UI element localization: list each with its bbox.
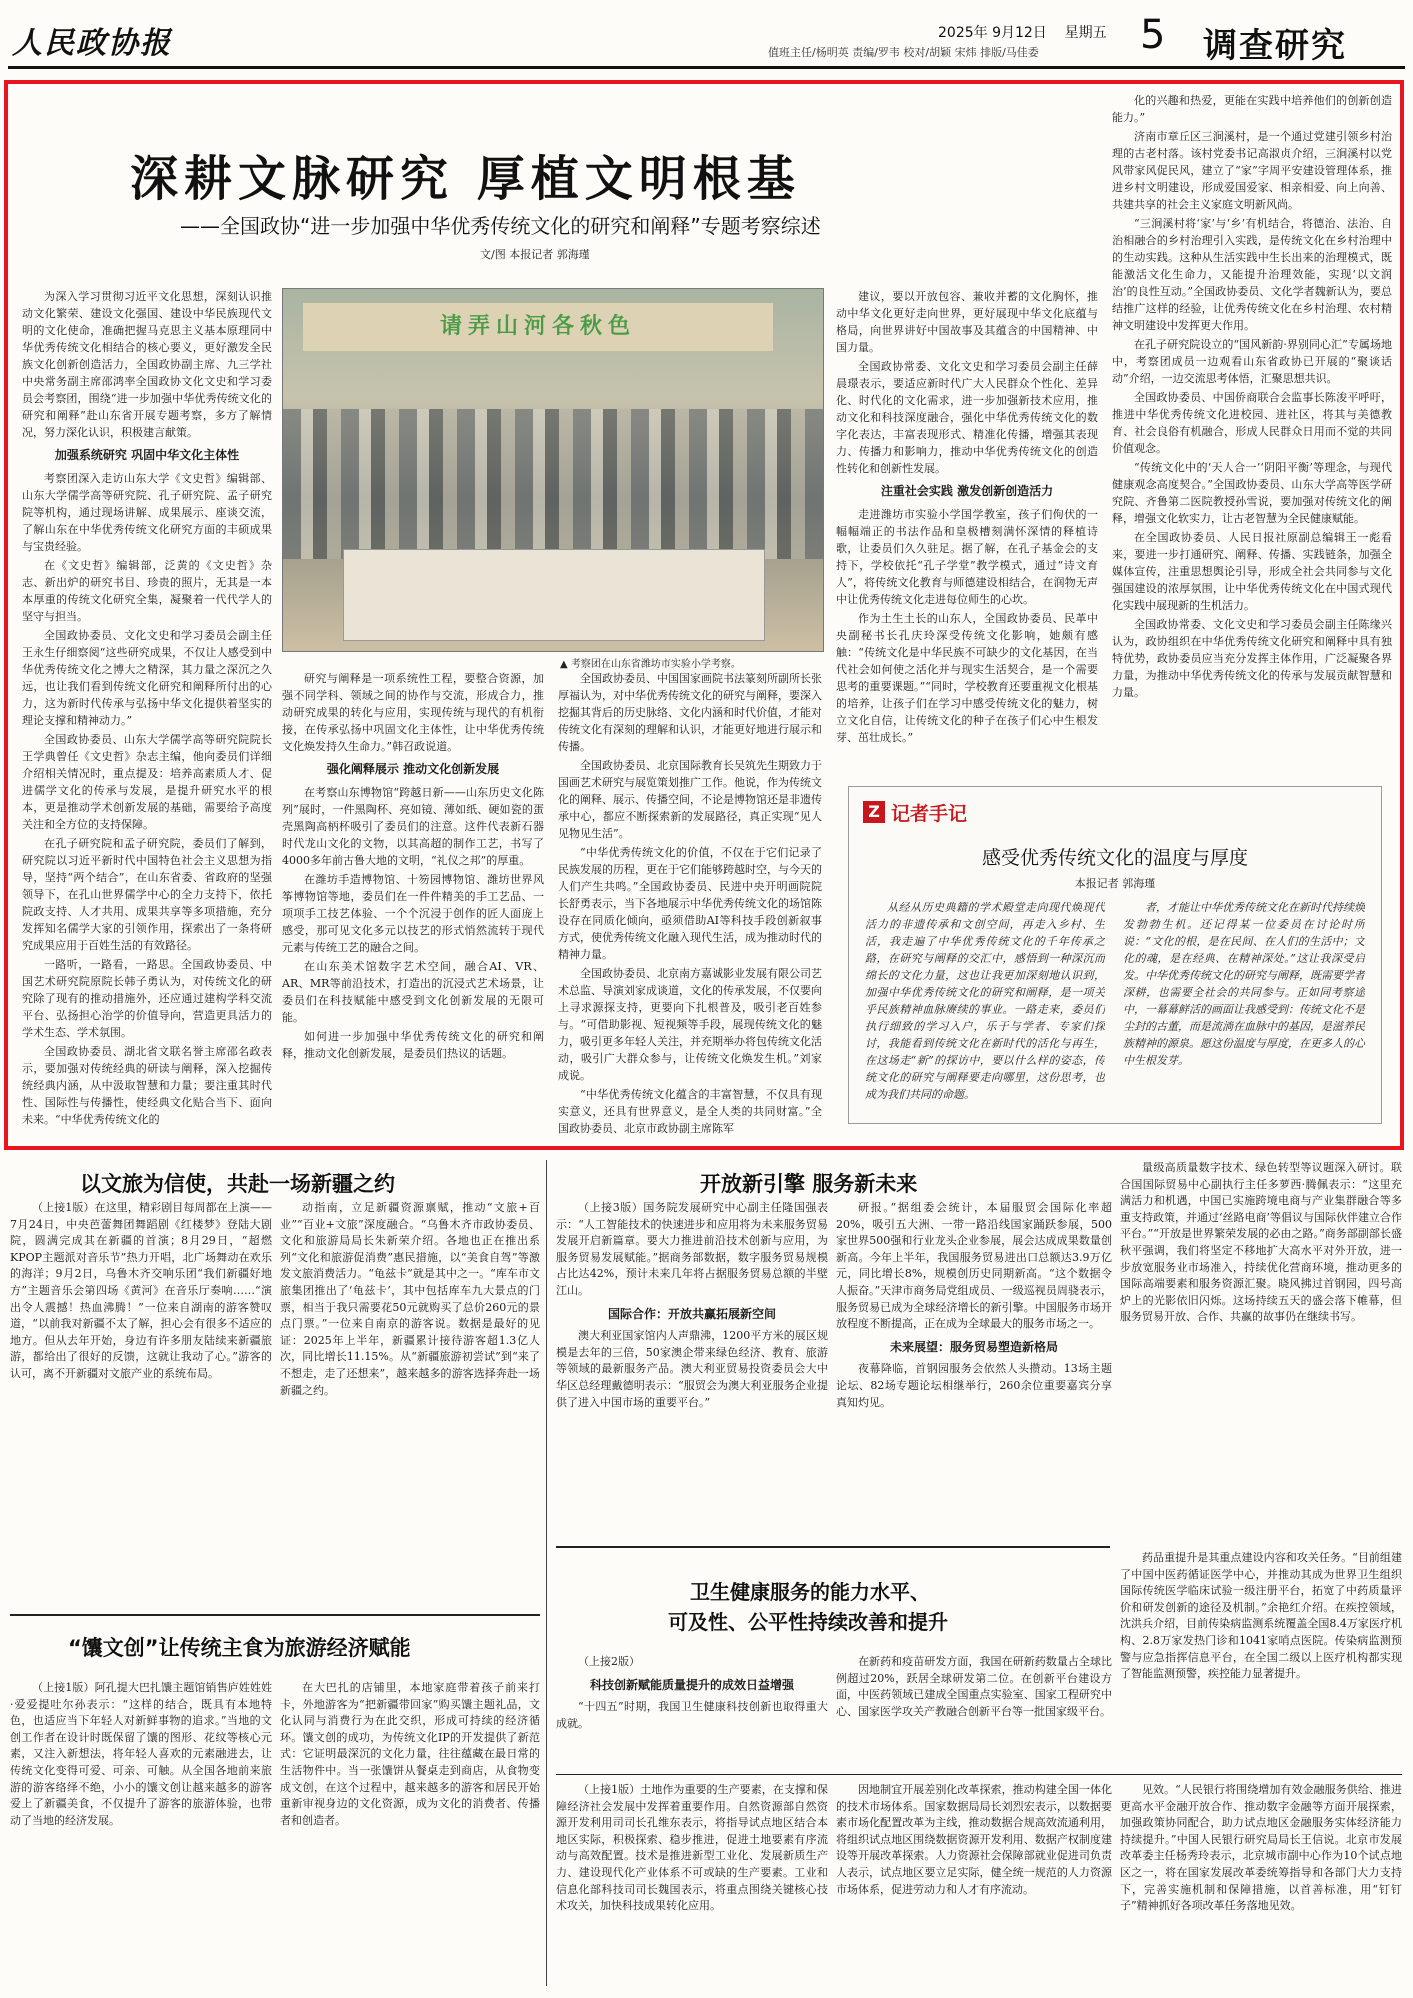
story-headline: 卫生健康服务的能力水平、 [690, 1580, 930, 1604]
paragraph: 从经从历史典籍的学术殿堂走向现代焕现代活力的非遗传承和文创空间，再走入乡村、生活，我走遍了中华优秀传统文化的千年传承之路，在研究与阐释的交汇中，感悟到一种深沉而绵长的文化力量，这也让我更加深刻地认识到，加强中华优秀传统文化的研究和阐释，是一项关乎民族精神血脉赓续的事业。一路走来，委员们执行细致的学习入户，乐于与学者、专家们探讨，我能看到传统文化在新时代的活化与再生，在这场走“新”的探访中，要以什么样的姿态，传统文化的研究与阐释要走向哪里，这份思考，也成为我们共同的命题。 [865, 901, 1105, 1101]
paragraph: “三涧溪村将‘家’与‘乡’有机结合，将德治、法治、自治相融合的乡村治理引入实践，是传统文化在乡村治理中的生动实践。这种从生活实践中生长出来的治理模式，既能激活文化生命力，又能提升治理效能，实现‘以文润治’的良性互动。”全国政协委员、文化学者魏新认为，要总结推广这样的经验，让优秀传统文化在乡村治理、农村精神文明建设中发挥更大作用。 [1112, 217, 1392, 332]
paragraph: 夜幕降临，首钢园服务会依然人头攒动。13场主题论坛、82场专题论坛相继举行，260余位重要嘉宾分享真知灼见。 [836, 1362, 1112, 1409]
story1b-column-2 [280, 1680, 540, 1986]
story3-column-2 [836, 1654, 1112, 1764]
story-divider [10, 1614, 540, 1616]
paragraph: 建议，要以开放包容、兼收并蓄的文化胸怀，推动中华文化更好走向世界，更好展现中华文化底蕴与格局，向世界讲好中国故事及其蕴含的中国精神、中国力量。 [836, 290, 1098, 354]
section-name: 调查研究 [1203, 26, 1347, 66]
paragraph: 在考察山东博物馆“跨越日新——山东历史文化陈列”展时，一件黑陶杯、亮如镜、薄如纸、硬如瓷的蛋壳黑陶高柄杯吸引了委员们的注意。这件代表新石器时代龙山文化的文物，以其高超的制作工艺，书写了4000多年前古鲁大地的文明，“礼仪之邦”的厚重。 [282, 786, 544, 867]
paragraph: 一路听，一路看，一路思。全国政协委员、中国艺术研究院原院长韩子勇认为，对传统文化的研究除了现有的推动措施外，还应通过建构学科交流平台、弘扬担心治学的价值导向，营造更具活力的学术生态、学术氛围。 [22, 958, 272, 1039]
paragraph: （上接2版） [578, 1655, 640, 1668]
paragraph: 济南市章丘区三涧溪村，是一个通过党建引领乡村治理的古老村落。该村党委书记高淑贞介绍，三涧溪村以党风带家风促民风，建立了“家”字周平安建设管理体系，推进乡村文明建设，形成爱国爱家、相亲相爱、向上向善、共建共享的社会主义家庭文明新风尚。 [1112, 130, 1392, 211]
notes-column-right [1123, 899, 1365, 1111]
paragraph: “中华优秀传统文化的价值，不仅在于它们记录了民族发展的历程，更在于它们能够跨越时空，与今天的人们产生共鸣。”全国政协委员、民进中央开明画院院长舒勇表示，当下各地展示中华优秀传统文化的场馆陈设存在同质化倾向，亟须借助AI等科技手段创新叙事方式，使优秀传统文化融入现代生活，成为推动时代的精神力量。 [558, 846, 822, 961]
notes-label: 记者手记 [891, 803, 968, 825]
notes-title: 感受优秀传统文化的温度与厚度 [981, 847, 1248, 869]
paragraph: 在《文史哲》编辑部，泛黄的《文史哲》杂志、新出炉的研究书目、珍贵的照片，无其是一本本厚重的传统文化研究全集，凝聚着一代代学人的坚守与担当。 [22, 559, 272, 623]
feature-column-2 [282, 670, 544, 1138]
paragraph: （上接1版）土地作为重要的生产要素，在支撑和保障经济社会发展中发挥着重要作用。自然资源部自然资源开发利用司司长孔维东表示，将指导试点地区结合本地区实际，积极探索、稳步推进，促进土地要素有序流动与高效配置。技术是推进新型工业化、发展新质生产力、建设现代化产业体系不可或缺的生产要素。工业和信息化部科技司司长魏国表示，将重点围绕关键核心技术攻关，加快科技成果转化应用。 [556, 1783, 828, 1913]
feature-column-4 [836, 288, 1098, 768]
column-divider [546, 1160, 547, 1986]
paragraph: 在大巴扎的店铺里，本地家庭带着孩子前来打卡，外地游客为“把新疆带回家”购买馕主题礼品，文化认同与消费行为在此交织，形成可持续的经济循环。馕文创的成功，为传统文化IP的开发提供了新范式：它证明最深沉的文化力量，往往蕴藏在最日常的生活物件中。当一张馕饼从餐桌走到商店，从食物变成文创，在这个过程中，越来越多的游客和居民开始重新审视身边的文化资源，成为文化的消费者、传播者和创造者。 [280, 1681, 540, 1827]
paragraph: 为深入学习贯彻习近平文化思想，深刻认识推动文化繁荣、建设文化强国、建设中华民族现代文明的文化使命，准确把握马克思主义基本原理同中华优秀传统文化相结合的核心要义，更好激发全民族文化创新创造活力，全国政协副主席、九三学社中央常务副主席邵鸿率全国政协文化文史和学习委员会考察团，围绕“进一步加强中华优秀传统文化的研究和阐释”赴山东省开展专题考察，多方了解情况，努力深化认识，积极建言献策。 [22, 290, 272, 439]
story4-column-1 [556, 1782, 828, 1986]
paragraph: 澳大利亚国家馆内人声鼎沸，1200平方米的展区规模是去年的三倍，50家澳企带来绿色经济、教育、旅游等领域的最新服务产品。澳大利亚贸易投资委员会大中华区总经理戴德明表示：“服贸会为澳大利亚服务企业提供了进入中国市场的重要平台。” [556, 1329, 828, 1409]
paragraph: “十四五”时期，我国卫生健康科技创新也取得重大成就。 [556, 1700, 828, 1730]
story-headline: “馕文创”让传统主食为旅游经济赋能 [68, 1636, 411, 1660]
paragraph: 全国政协委员、文化文史和学习委员会副主任王永生仔细察阅“这些研究成果，不仅让人感受到中华优秀传统文化之博大之精深，其力量之深沉之久远，也让我们看到传统文化研究和阐释所付出的心力，这为新时代传承与弘扬中华文化提供着坚实的理论支撑和精神动力。” [22, 629, 272, 727]
paragraph: 者，才能让中华优秀传统文化在新时代持续焕发勃勃生机。还记得某一位委员在讨论时所说：“文化的根，是在民间、在人们的生活中；文化的魂，是在经典、在精神深处。”这让我深受启发。中华优秀传统文化的研究与阐释，既需要学者深耕，也需要全社会的共同参与。正如同考察途中，一幕幕鲜活的画面让我感受到：传统文化不是尘封的古董，而是流淌在血脉中的基因，是滋养民族精神的源泉。愿这份温度与厚度，在更多人的心中生根发芽。 [1123, 901, 1365, 1067]
story-headline: 以文旅为信使，共赴一场新疆之约 [80, 1172, 395, 1196]
story-divider [556, 1546, 1110, 1548]
story2-column-3 [1120, 1160, 1402, 1540]
paragraph: 如何进一步加强中华优秀传统文化的研究和阐释，推动文化创新发展，是委员们热议的话题。 [282, 1030, 544, 1060]
paragraph: 全国政协委员、山东大学儒学高等研究院院长王学典曾任《文史哲》杂志主编，他向委员们详细介绍相关情况时，重点提及：培养高素质人才、促进儒学文化的传承与发展，是提升研究水平的根本，更是推动学术创新发展的基础，需要给予高度关注和全方位的支持保障。 [22, 733, 272, 831]
paragraph: （上接1版）在这里，精彩剧目每周都在上演——7月24日，中央芭蕾舞团舞蹈剧《红楼梦》登陆大剧院，圆满完成其在新疆的首演；8月29日，“超燃KPOP主题派对音乐节”热力开唱，北广场舞动在欢乐的海洋；9月2日，乌鲁木齐交响乐团“我们新疆好地方”主题音乐会第四场《黄河》在音乐厅奏响……“演出令人震撼！热血沸腾！”一位来自湖南的游客赞叹道，“以前我对新疆不太了解，担心会有很多不适应的地方。但从去年开始，身边有许多朋友陆续来新疆旅游，都给出了很好的反馈，这就让我动了心。”游客的认可，离不开新疆对文旅产业的系统布局。 [10, 1201, 272, 1380]
paragraph: 化的兴趣和热爱，更能在实践中培养他们的创新创造能力。” [1112, 94, 1392, 124]
feature-photo [282, 288, 824, 652]
reporter-notes-box [848, 786, 1382, 1124]
paragraph: （上接3版）国务院发展研究中心副主任隆国强表示：“人工智能技术的快速进步和应用将为未来服务贸易发展开启新篇章。要大力推进前沿技术创新与应用，为服务贸易发展赋能。”据商务部数据，数字服务贸易规模占比达42%，预计未来几年将占据服务贸易总额的半壁江山。 [556, 1201, 828, 1297]
story-headline: 开放新引擎 服务新未来 [700, 1172, 918, 1196]
paragraph: 量级高质量数字技术、绿色转型等议题深入研讨。联合国国际贸易中心副执行主任多萝西·腾佩表示：“这里充满活力和机遇，中国已实施跨境电商与产业集群融合等多重支持政策，并通过‘丝路电商’等倡议与国际伙伴建立合作平台。”“开放是世界繁荣发展的必由之路。”商务部副部长盛秋平强调，我们将坚定不移地扩大高水平对外开放，进一步放宽服务业市场准入，持续优化营商环境，推动更多的国际高端要素和服务资源汇聚。晓风拂过首钢园，四号高炉上的光影依旧闪烁。这场持续五天的盛会落下帷幕，但服务贸易开放、合作、共赢的故事仍在继续书写。 [1120, 1161, 1402, 1324]
paragraph: 在新药和疫苗研发方面，我国在研新药数量占全球比例超过20%，跃居全球研发第二位。在创新平台建设方面，中医药领域已建成全国重点实验室、国家工程研究中心、国家医学攻关产教融合创新平台等一批国家级平台。 [836, 1655, 1112, 1718]
masthead-rule [8, 66, 1405, 69]
paragraph: 在山东美术馆数字艺术空间，融合AI、VR、AR、MR等前沿技术，打造出的沉浸式艺术场景，让委员们在科技赋能中感受到文化创新发展的无限可能。 [282, 960, 544, 1024]
paragraph: 全国政协委员、北京国际教育长吴筑先生期致力于国画艺术研究与展览策划推广工作。他说，作为传统文化的阐释、展示、传播空间，不论是博物馆还是非遗传承中心，都应不断探索新的发展路径，真正实现“见人见物见生活”。 [558, 759, 822, 840]
page-number: 5 [1140, 12, 1166, 58]
paragraph: 在潍坊手造博物馆、十笏园博物馆、潍坊世界风筝博物馆等地，委员们在一件件精美的手工艺品、一项项手工技艺体验、一个个沉浸于创作的匠人面庞上感受，那可见文化多元以技艺的形式悄然流转于现代元素与传统工艺的融合之间。 [282, 873, 544, 954]
story4-column-3 [1120, 1782, 1402, 1986]
story1-column-1 [10, 1200, 272, 1600]
story1-column-2 [280, 1200, 540, 1600]
photo-caption: ▲ 考察团在山东省潍坊市实验小学考察。 [560, 659, 741, 670]
photo-people [283, 409, 823, 559]
section-subheading: 国际合作：开放共赢拓展新空间 [607, 1306, 776, 1321]
story2-column-2 [836, 1200, 1112, 1590]
feature-subheadline: ——全国政协“进一步加强中华优秀传统文化的研究和阐释”专题考察综述 [180, 214, 821, 238]
paragraph: 药品重提升是其重点建设内容和攻关任务。“目前组建了中国中医药循证医学中心，并推动其成为世界卫生组织国际传统医学临床试验一级注册平台，拓宽了中药质量评价和研发创新的途径及机制。”余艳红介绍。在疾控领域，沈洪兵介绍，目前传染病监测系统覆盖全国8.4万家医疗机构、2.8万家发热门诊和1041家哨点医院。传染病监测预警与应急指挥信息平台，在全国二级以上医疗机构都实现了智能监测预警，疾控能力显著提升。 [1120, 1551, 1402, 1681]
paragraph: 全国政协常委、文化文史和学习委员会副主任薛晨璟表示，要适应新时代广大人民群众个性化、差异化、时代化的文化需求，进一步加强新技术应用，推动文化和科技深度融合，强化中华优秀传统文化的数字化表达，丰富表现形式、精准化传播，增强其表现力、传播力和影响力，推动中华优秀传统文化的创造性转化和创新性发展。 [836, 360, 1098, 475]
section-subheading: 科技创新赋能质量提升的成效日益增强 [589, 1677, 794, 1692]
paragraph: 作为土生土长的山东人，全国政协委员、民革中央副秘书长孔庆玲深受传统文化影响，她颇有感触：“传统文化是中华民族不可缺少的文化基因，在当代社会如何使之活化并与现实生活契合，是一个需要思考的重要课题。”“同时，学校教育还要重视文化根基的培养，让孩子们在学习中感受传统文化的魅力，树立文化自信，让传统文化的种子在孩子们心中生根发芽、茁壮成长。” [836, 612, 1098, 744]
paragraph: 在孔子研究院设立的“国风新韵·界别同心汇”专属场地中，考察团成员一边观看山东省政协已开展的“聚谈话动”介绍，一边交流思考体悟，汇聚思想共识。 [1112, 338, 1392, 385]
paragraph: 因地制宜开展差别化改革探索，推动构建全国一体化的技术市场体系。国家数据局局长刘烈宏表示，以数据要素市场化配置改革为主线，推动数据合规高效流通利用，将组织试点地区围绕数据资源开发利用、数据产权制度建设等开展改革探索。人力资源社会保障部就业促进司负责人表示，试点地区要立足实际，健全统一规范的人力资源市场体系，促进劳动力和人才有序流动。 [836, 1783, 1112, 1896]
paragraph: 在孔子研究院和孟子研究院，委员们了解到，研究院以习近平新时代中国特色社会主义思想为指导，坚持“两个结合”，在山东省委、省政府的坚强领导下，在孔山世界儒学中心的全力支持下，依托院政支持、人才共用、成果共享等多项措施，充分发挥知名儒学大家的引领作用，探索出了一条将研究成果应用于百姓生活的有效路径。 [22, 837, 272, 952]
story3-column-3 [1120, 1550, 1402, 1766]
section-subheading: 加强系统研究 巩固中华文化主体性 [54, 448, 240, 462]
story3-column-1 [556, 1654, 828, 1764]
story1b-column-1 [10, 1680, 272, 1986]
paragraph: 全国政协委员、北京南方嘉诚影业发展有限公司艺术总监、导演刘家成谈道，文化的传承发展，不仅要向上寻求源探支持，更要向下扎根普及，吸引老百姓参与。“可借助影视、短视频等手段，展现传统文化的魅力，吸引更多年轻人关注，并充期举办将包传统文化活动，吸引广大群众参与，让传统文化焕发生机。”刘家成说。 [558, 967, 822, 1082]
notes-column-left [865, 899, 1105, 1111]
paragraph: 全国政协常委、文化文史和学习委员会副主任陈缘兴认为，政协组织在中华优秀传统文化研究和阐释中具有独特优势，政协委员应当充分发挥主体作用，广泛凝聚各界力量，为推动中华优秀传统文化的传承与发展贡献智慧和力量。 [1112, 618, 1392, 699]
story-divider [556, 1774, 1402, 1775]
paragraph: 走进潍坊市实验小学国学教室，孩子们佝伏的一幅幅端正的书法作品和皇极槽刻满怀深情的释植诗歌，让委员们久久驻足。据了解，在孔子基金会的支持下，学校依托“孔子学堂”教学模式，通过“诗文育人”，将传统文化教育与师德建设相结合，在润物无声中让优秀传统文化走进每位师生的心坎。 [836, 508, 1098, 606]
story4-column-2 [836, 1782, 1112, 1986]
issue-weekday: 星期五 [1064, 25, 1107, 41]
issue-date: 2025年 9月12日 [938, 25, 1047, 41]
paragraph: 见效。“人民银行将围绕增加有效金融服务供给、推进更高水平金融开放合作、推动数字金融等方面开展探索，加强政策协同配合，助力试点地区金融服务实体经济能力持续提升。”中国人民银行研究局局长王信说。北京市发展改革委主任杨秀玲表示，北京城市副中心作为10个试点地区之一，将在国家发展改革委统筹指导和各部门大力支持下，完善实施机制和保障措施，以首善标准，用“钉钉子”精神抓好各项改革任务落地见效。 [1120, 1783, 1402, 1913]
section-subheading: 注重社会实践 激发创新创造活力 [880, 484, 1054, 498]
paragraph: 全国政协委员、湖北省文联名誉主席邵名政表示，要加强对传统经典的研读与阐释，深入挖掘传统经典内涵，从中汲取智慧和力量；要注重其时代性、国际性与传播性，使经典文化贴合当下、面向未来。“中华优秀传统文化的 [22, 1045, 272, 1126]
paragraph: 动指南，立足新疆资源禀赋，推动“文旅+百业”“百业+文旅”深度融合。“乌鲁木齐市政协委员、文化和旅游局局长朱新荣介绍。各地也正在推出系列“文化和旅游促消费”惠民措施，以“美食自驾”等激发文旅消费活力。“龟兹卡”就是其中之一。“库车市文旅集团推出了‘龟兹卡’，其中包括库车九大景点的门票，相当于我只需要花50元就购买了总价260元的景点门票。”一位来自南京的游客说。数据是最好的见证：2025年上半年，新疆累计接待游客超1.3亿人次，同比增长11.15%。从“新疆旅游初尝试”到“来了不想走，走了还想来”，越来越多的游客选择奔赴一场新疆之约。 [280, 1201, 540, 1397]
masthead [8, 8, 1405, 66]
feature-byline: 文/图 本报记者 郭海瑾 [480, 248, 590, 261]
dateline [938, 22, 1107, 42]
paragraph: “传统文化中的‘天人合一’‘阴阳平衡’等理念，与现代健康观念高度契合。”全国政协委员、山东大学高等医学研究院、齐鲁第二医院教授孙雪说，要加强对传统文化的阐释，增强文化软实力，让古老智慧为全民健康赋能。 [1112, 461, 1392, 525]
paragraph: 在全国政协委员、人民日报社原副总编辑王一彪看来，要进一步打通研究、阐释、传播、实践链条，加强全媒体宣传，注重思想舆论引导，形成全社会共同参与文化强国建设的浓厚氛围，让中华优秀传统文化在中国式现代化实践中展现新的生机活力。 [1112, 531, 1392, 612]
paragraph: （上接1版）阿孔提大巴扎馕主题馆销售庐姓姓姓·爱爱提吐尔孙表示：“这样的结合，既具有本地特色，也适应当下年轻人对新鲜事物的追求。”当地的文创工作者在设计时既保留了馕的图形、花纹等核心元素，又注入新想法，将年轻人喜欢的元素融进去，让传统文化变得可爱、可亲、可触。从全国各地前来旅游的游客络绎不绝，小小的馕文创让越来越多的游客爱上了新疆美食，不仅提升了游客的旅游体验，也带动了当地的经济发展。 [10, 1681, 272, 1827]
story2-column-1 [556, 1200, 828, 1590]
paragraph: 研报。”据组委会统计，本届服贸会国际化率超20%，吸引五大洲、一带一路沿线国家踊跃参展，500家世界500强和行业龙头企业参展，展会达成成果数量创新高。今年上半年，我国服务贸易进出口总额达3.9万亿元，同比增长8%，规模创历史同期新高。“这个数据令人振奋。”天津市商务局党组成员、一级巡视员周骁表示，服务贸易已成为全球经济增长的新引擎。中国服务市场开放程度不断提高，正在成为全球最大的服务市场之一。 [836, 1201, 1112, 1331]
section-subheading: 未来展望：服务贸易塑造新格局 [889, 1339, 1058, 1354]
paragraph: 全国政协委员、中国侨商联合会监事长陈浚平呼吁，推进中华优秀传统文化进校园、进社区，将其与美德教育、社会良俗有机融合，形成人民群众日用而不觉的共同价值观念。 [1112, 391, 1392, 455]
photo-banner: 请弄山河各秋色 [303, 303, 773, 351]
paragraph: 全国政协委员、中国国家画院书法篆刻所副所长张厚福认为，对中华优秀传统文化的研究与阐释，要深入挖掘其背后的历史脉络、文化内涵和时代价值，才能对传统文化有深刻的理解和认识，才能更好地进行展示和传播。 [558, 672, 822, 753]
paragraph: 研究与阐释是一项系统性工程，要整合资源，加强不同学科、领域之间的协作与交流，形成合力，推动研究成果的转化与应用，实现传统与现代的有机衔接，在传承弘扬中巩固文化主体性，让中华优秀传统文化焕发持久生命力。”韩召政说道。 [282, 672, 544, 753]
paragraph: 考察团深入走访山东大学《文史哲》编辑部、山东大学儒学高等研究院、孔子研究院、孟子研究院等机构，通过现场讲解、成果展示、座谈交流，了解山东在中华优秀传统文化研究方面的丰硕成果与宝贵经验。 [22, 472, 272, 553]
feature-headline: 深耕文脉研究 厚植文明根基 [130, 151, 801, 207]
section-subheading: 强化阐释展示 推动文化创新发展 [326, 762, 500, 776]
photo-display-table [343, 549, 765, 641]
notes-badge-icon: Z [863, 801, 885, 823]
editor-credits: 值班主任/杨明英 责编/罗韦 校对/胡颖 宋炜 排版/马佳委 [768, 46, 1039, 59]
paragraph: “中华优秀传统文化蕴含的丰富智慧，不仅具有现实意义，还具有世界意义，是全人类的共同财富。”全国政协委员、北京市政协副主席陈军 [558, 1088, 822, 1135]
feature-column-5 [1112, 92, 1392, 768]
notes-byline: 本报记者 郭海瑾 [1074, 877, 1156, 890]
feature-column-1 [22, 288, 272, 1138]
story-headline: 可及性、公平性持续改善和提升 [668, 1610, 948, 1634]
newspaper-brand: 人民政协报 [12, 26, 172, 61]
feature-column-3 [558, 670, 822, 1138]
